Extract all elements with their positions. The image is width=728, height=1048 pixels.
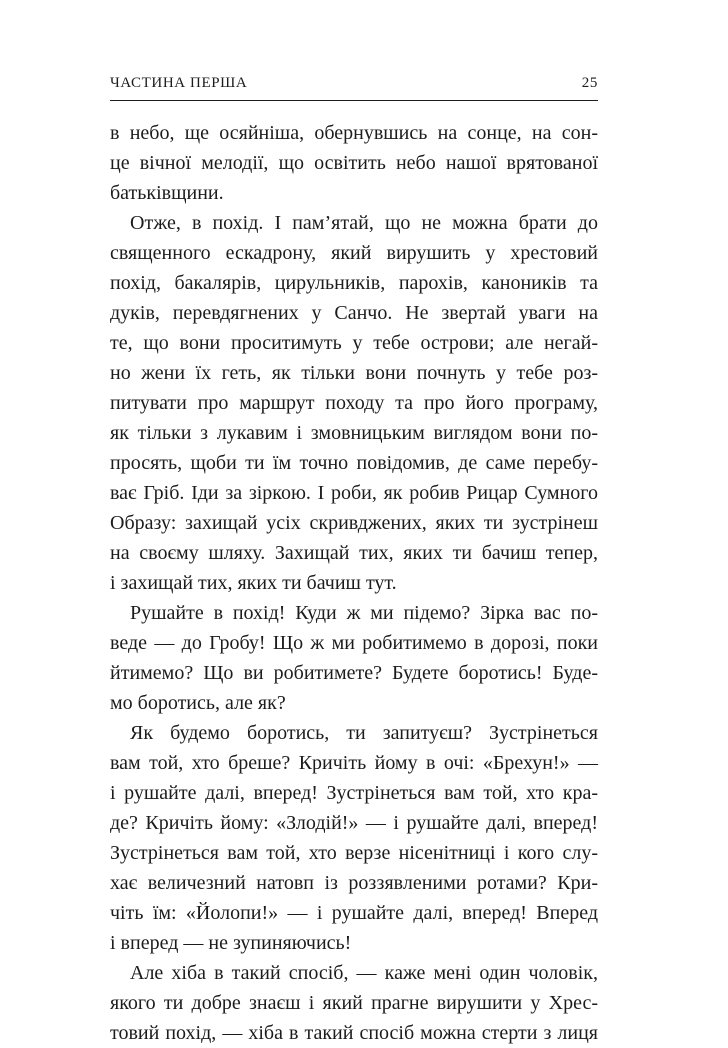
text-line: веде — до Гробу! Що ж ми робитимемо в дорозі, поки [110,632,598,654]
text-line: питувати про маршрут походу та про його програму, [110,392,598,414]
paragraph [110,208,598,598]
text-line: просять, щоби ти їм точно повідомив, де саме перебу- [110,452,598,474]
paragraph [110,718,598,958]
text-line: і захищай тих, яких ти бачиш тут. [110,572,397,594]
text-line: де? Кричіть йому: «Злодій!» — і рушайте далі, вперед! [110,812,598,834]
text-line: це вічної мелодії, що освітить небо нашої врятованої [110,152,598,174]
text-line: в небо, ще осяйніша, обернувшись на сонце, на сон- [110,122,598,144]
text-line: Але хіба в такий спосіб, — каже мені один чоловік, [130,962,598,984]
text-line: священного ескадрону, який вирушить у хрестовий [110,242,598,264]
text-line: Як будемо боротись, ти запитуєш? Зустрінеться [130,722,598,744]
text-line: похід, бакалярів, цирульників, парохів, каноників та [110,272,598,294]
text-line: і рушайте далі, вперед! Зустрінеться вам той, хто кра- [110,782,598,804]
text-line: вам той, хто бреше? Кричіть йому в очі: «Брехун!» — [110,752,598,774]
text-line: но жени їх геть, як тільки вони почнуть у тебе роз- [110,362,598,384]
text-line: дуків, перевдягнених у Санчо. Не звертай уваги на [110,302,598,324]
text-line: чіть їм: «Йолопи!» — і рушайте далі, вперед! Вперед [110,902,598,924]
text-line: якого ти добре знаєш і який прагне вирушити у Хрес- [110,992,598,1014]
text-line: йтимемо? Що ви робитимете? Будете боротись! Буде- [110,662,598,684]
text-line: Отже, в похід. І пам’ятай, що не можна брати до [130,212,598,234]
text-line: ває Гріб. Іди за зіркою. І роби, як робив Рицар Сумного [110,482,598,504]
text-line: Рушайте в похід! Куди ж ми підемо? Зірка вас по- [130,602,598,624]
body-text [110,118,598,1048]
text-line: батьківщини. [110,182,224,204]
text-line: товий похід, — хіба в такий спосіб можна стерти з лиця [110,1022,598,1044]
text-line: те, що вони проситимуть у тебе острови; але негай- [110,332,598,354]
text-line: мо боротись, але як? [110,692,286,714]
paragraph [110,118,598,208]
text-line: Зустрінеться вам той, хто верзе нісенітниці і кого слу- [110,842,598,864]
header-rule [110,100,598,101]
text-line: Образу: захищай усіх скривджених, яких ти зустрінеш [110,512,598,534]
running-head [110,75,598,92]
text-line: на своєму шляху. Захищай тих, яких ти бачиш тепер, [110,542,598,564]
paragraph [110,598,598,718]
text-line: хає величезний натовп із роззявленими ротами? Кри- [110,872,598,894]
page-number: 25 [581,75,598,91]
paragraph [110,958,598,1048]
section-title: ЧАСТИНА ПЕРША [110,75,248,91]
text-line: і вперед — не зупиняючись! [110,932,352,954]
text-line: як тільки з лукавим і змовницьким виглядом вони по- [110,422,598,444]
